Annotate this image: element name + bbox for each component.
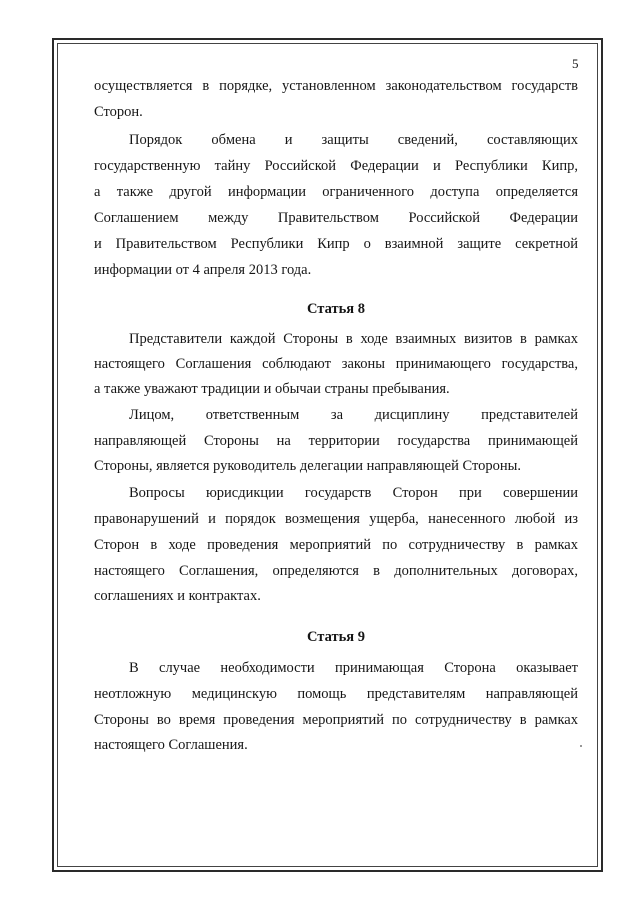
scan-speck (580, 745, 582, 747)
text-line: Лицом, ответственным за дисциплину представителей (129, 407, 578, 423)
text-line: Сторон в ходе проведения мероприятий по сотрудничеству в рамках (94, 537, 578, 553)
page-number: 5 (572, 56, 579, 71)
text-line: и Правительством Республики Кипр о взаимной защите секретной (94, 236, 578, 252)
text-line: Сторон. (94, 104, 143, 120)
text-line: Представители каждой Стороны в ходе взаимных визитов в рамках (129, 331, 578, 347)
text-line: Стороны во время проведения мероприятий по сотрудничеству в рамках (94, 712, 578, 728)
text-line: настоящего Соглашения. (94, 737, 248, 753)
text-line: Порядок обмена и защиты сведений, составляющих (129, 132, 578, 148)
text-line: настоящего Соглашения соблюдают законы принимающего государства, (94, 356, 578, 372)
text-line: направляющей Стороны на территории государства принимающей (94, 433, 578, 449)
text-line: осуществляется в порядке, установленном законодательством государств (94, 78, 578, 94)
text-line: правонарушений и порядок возмещения ущерба, нанесенного любой из (94, 511, 578, 527)
article-heading: Статья 8 (307, 301, 365, 317)
text-line: соглашениях и контрактах. (94, 588, 261, 604)
text-line: Стороны, является руководитель делегации направляющей Стороны. (94, 458, 521, 474)
text-line: Соглашением между Правительством Российской Федерации (94, 210, 578, 226)
article-heading: Статья 9 (307, 629, 365, 645)
text-line: Вопросы юрисдикции государств Сторон при совершении (129, 485, 578, 501)
text-line: В случае необходимости принимающая Сторона оказывает (129, 660, 578, 676)
text-line: информации от 4 апреля 2013 года. (94, 262, 312, 278)
text-line: а также уважают традиции и обычаи страны пребывания. (94, 381, 450, 397)
text-line: неотложную медицинскую помощь представителям направляющей (94, 686, 578, 702)
text-line: государственную тайну Российской Федерации и Республики Кипр, (94, 158, 578, 174)
text-line: настоящего Соглашения, определяются в дополнительных договорах, (94, 563, 578, 579)
text-line: а также другой информации ограниченного доступа определяется (94, 184, 578, 200)
